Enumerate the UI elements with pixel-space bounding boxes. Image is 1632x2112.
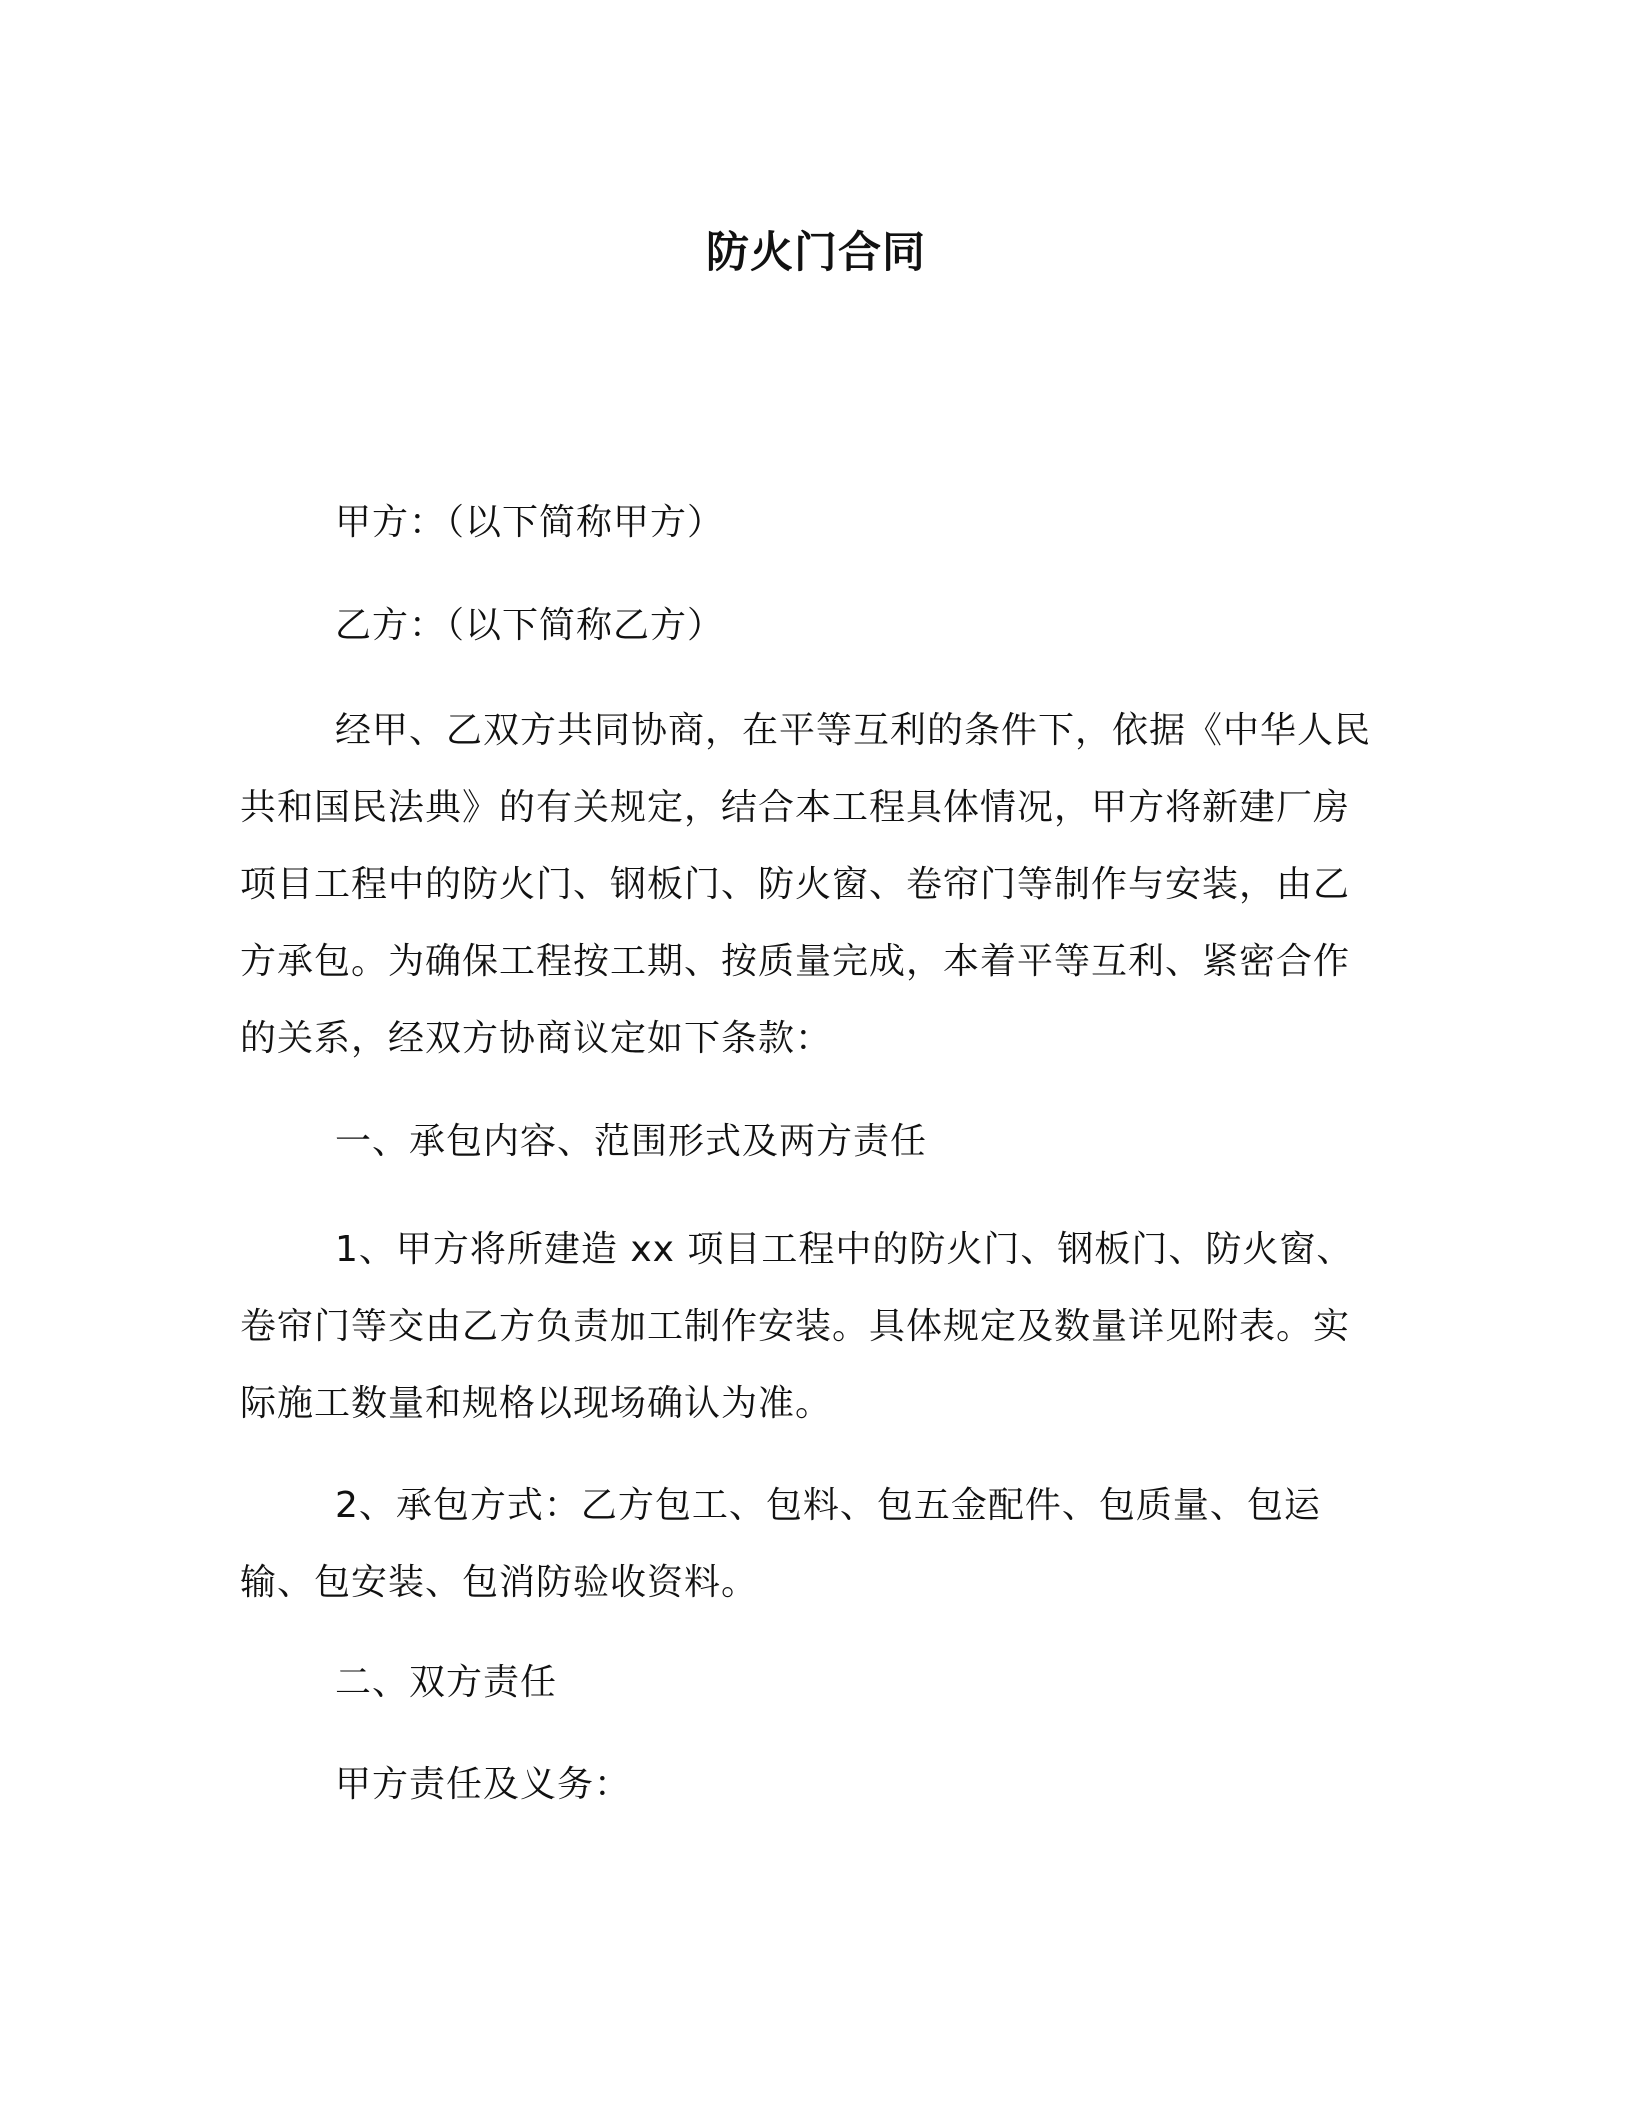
party-b-line: 乙方：（以下简称乙方） [335, 605, 725, 646]
section-1-heading: 一、承包内容、范围形式及两方责任 [335, 1121, 928, 1162]
clause-2-paragraph: 2、承包方式：乙方包工、包料、包五金配件、包质量、包运输、包安装、包消防验收资料。 [240, 1485, 1321, 1603]
preamble-paragraph: 经甲、乙双方共同协商，在平等互利的条件下，依据《中华人民共和国民法典》的有关规定，结合本工程具体情况，甲方将新建厂房项目工程中的防火门、钢板门、防火窗、卷帘门等制作与安装，由乙方承包。为确保工程按工期、按质量完成，本着平等互利、紧密合作的关系，经双方协商议定如下条款： [240, 710, 1372, 1059]
section-2-heading: 二、双方责任 [335, 1662, 558, 1703]
document-title: 防火门合同 [706, 228, 926, 278]
clause-1-paragraph: 1、甲方将所建造 xx 项目工程中的防火门、钢板门、防火窗、卷帘门等交由乙方负责加工制作安装。具体规定及数量详见附表。实际施工数量和规格以现场确认为准。 [240, 1229, 1354, 1424]
party-a-duties-heading: 甲方责任及义务： [335, 1764, 632, 1805]
party-a-line: 甲方：（以下简称甲方） [335, 502, 725, 543]
